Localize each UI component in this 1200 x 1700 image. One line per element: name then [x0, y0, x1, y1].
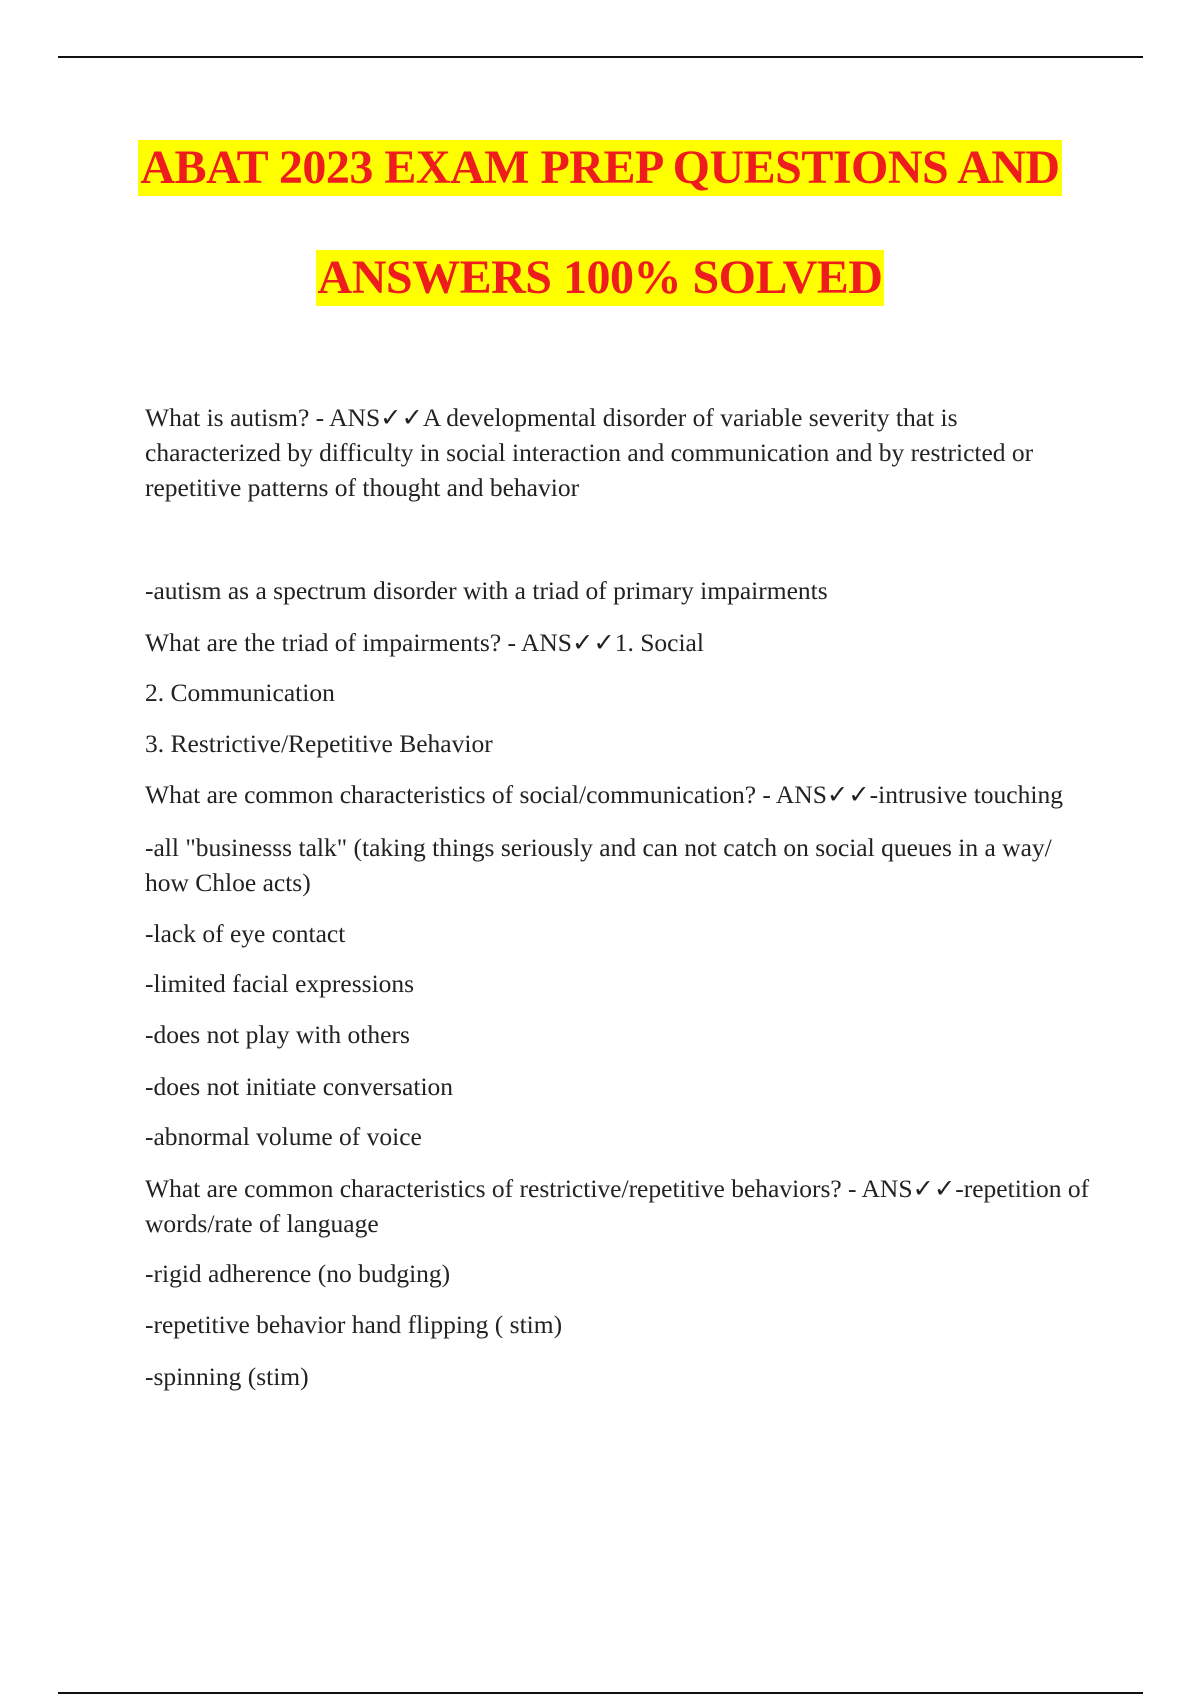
paragraph-play-with-others: -does not play with others — [145, 1020, 410, 1049]
document-title — [0, 140, 1200, 306]
paragraph-eye-contact: -lack of eye contact — [145, 919, 346, 948]
document-body — [145, 400, 1090, 1394]
paragraph-social-question: What are common characteristics of social/communication? - ANS✓✓-intrusive touching — [145, 780, 1063, 809]
paragraph-volume-of-voice: -abnormal volume of voice — [145, 1122, 422, 1151]
paragraph-initiate-conversation: -does not initiate conversation — [145, 1072, 454, 1101]
paragraph-triad-item-2: 2. Communication — [145, 678, 335, 707]
paragraph-triad-item-3: 3. Restrictive/Repetitive Behavior — [145, 729, 493, 758]
title-line-2: ANSWERS 100% SOLVED — [317, 251, 883, 304]
paragraph-spectrum-note: -autism as a spectrum disorder with a triad of primary impairments — [145, 576, 828, 605]
paragraph-autism-definition: What is autism? - ANS✓✓A developmental disorder of variable severity that is characterized by difficulty in social interaction and communication and by restricted or repetitive patterns of thought and behavior — [145, 403, 1034, 502]
title-line-1: ABAT 2023 EXAM PREP QUESTIONS AND — [140, 141, 1060, 194]
paragraph-spinning: -spinning (stim) — [145, 1362, 309, 1391]
paragraph-restrictive-question: What are common characteristics of restrictive/repetitive behaviors? - ANS✓✓-repetition of words/rate of language — [145, 1174, 1090, 1238]
paragraph-hand-flipping: -repetitive behavior hand flipping ( stim) — [145, 1310, 563, 1339]
paragraph-triad-question: What are the triad of impairments? - ANS✓✓1. Social — [145, 628, 704, 657]
top-divider — [58, 56, 1143, 58]
bottom-divider — [58, 1692, 1143, 1694]
paragraph-rigid-adherence: -rigid adherence (no budging) — [145, 1259, 451, 1288]
paragraph-facial-expressions: -limited facial expressions — [145, 969, 415, 998]
paragraph-business-talk: -all "businesss talk" (taking things seriously and can not catch on social queues in a way/ how Chloe acts) — [145, 833, 1052, 897]
